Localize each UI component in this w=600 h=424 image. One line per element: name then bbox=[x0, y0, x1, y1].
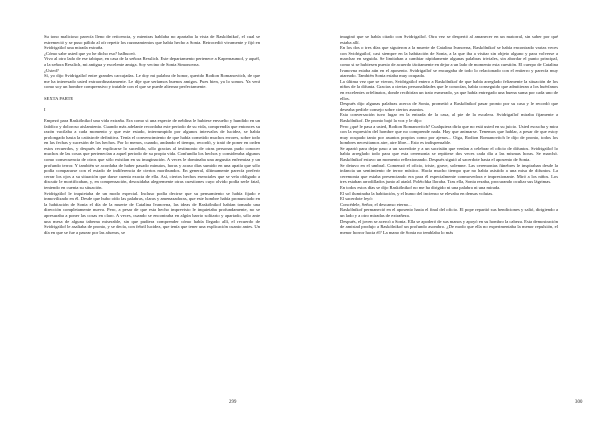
chapter-number: I bbox=[44, 106, 46, 112]
paragraph: Su tono malicioso parecía lleno de reticencia, y mientras hablaba no apartaba la vista de Raskólnikof, el cual se estremeció y se puso pálido al oír repetir los razonamientos que había hecho a Sonia. Retrocedió vivamente y fijó en Svidrigaïlof una mirada extraña. bbox=[44, 34, 260, 51]
paragraph: El sacerdote leyó: bbox=[340, 196, 373, 202]
paragraph: Raskólnikof permaneció en el aposento hasta el final del oficio. El pope repartió sus bendiciones y salió, dirigiendo a un lado y a otro miradas de extrañeza. bbox=[340, 207, 558, 218]
paragraph: Se apartó para dejar paso a un sacerdote y a un sacristán que venían a celebrar el oficio de difuntos. Svidrigaïlof lo había arreglado todo para que esta ceremonia se repitiese dos veces cada día a las mismas horas. Se marchó. Raskólnikof estuvo un momento reflexionando. Después siguió al sacerdote hasta el aposento de Sonia. bbox=[340, 145, 558, 163]
paragraph: ¿Cómo sabe usted que yo he dicho eso? balbuceó. bbox=[44, 50, 136, 56]
paragraph: Después, el joven se acercó a Sonia. Ella se apoderó de sus manos y apoyó en su hombro la cabeza. Esta demostración de amistad produjo a Raskólnikof un profundo asombro. ¿De modo que ella no experimentaba la menor repulsión, el menor horror hacia él? La mano de Sonia no temblaba lo más bbox=[340, 218, 558, 235]
page-number: 300 bbox=[575, 400, 583, 405]
paragraph: Vivo al otro lado de ese tabique, en casa de la señora Resslich. Este departamento pertenece a Kapernaumof, y aquél, a la señora Resslich, mi antigua y excelente amiga. Soy vecino de Sonia Simonovna. bbox=[44, 56, 260, 67]
left-text-column bbox=[44, 34, 260, 235]
paragraph: Pero ¿qué le pasa a usted, Rodion Romanovitch? Cualquiera diría que no está usted en su juicio. Usted escucha y mira con la expresión del hombre que no comprende nada. Hay que animarse. Tenemos que hablar, a pesar de que estoy muy ocupado tanto por asuntos propios como por ajenos... Oiga, Rodion Romanovitch le dijo de pronto, todos los hombres necesitamos aire, aire libre... Esto es indispensable. bbox=[340, 123, 558, 146]
paragraph: Sí, yo dijo Svidrigaïlof entre grandes carcajadas. Le doy mi palabra de honor, querido Rodion Romanovitch, de que me ha interesado usted extraordinariamente. Le dije que seríamos buenos amigos. Pues bien, ya lo somos. Ya verá como soy un hombre comprensivo y tratable con el que se puede alternar perfectamente. bbox=[44, 73, 260, 90]
paragraph: Concédele, Señor, el descanso eterno... bbox=[340, 201, 412, 207]
paragraph: El sol iluminaba la habitación, y el humo del incienso se elevaba en densas volutas. bbox=[340, 190, 494, 196]
paragraph: Empezó para Raskólnikof una vida extraña. Era como si una especie de neblina le hubiese envuelto y hundido en un fatídico y doloroso aislamiento. Cuando más adelante recordaba este periodo de su vida, comprendía que entonces su razón vacilaba a cada momento y que este estado, interrumpido por algunos intervalos de lucidez, se había prolongado hasta la catástrofe definitiva. Tenía el convencimiento de que había cometido muchos errores, sobre todo en las fechas y sucesión de los hechos. Por lo menos, cuando, andando el tiempo, recordó, y trató de poner en orden estos recuerdos, y después de explicarse lo sucedido, sólo gracias al testimonio de otras personas pudo conocer muchos de las cosas que pertenecían a aquel periodo de su propia vida. Confundía los hechos y consideraba algunos como consecuencia de otros que sólo existían en su imaginación. A veces le dominaba una angustia enfermiza y un profundo terror. Y también se acordaba de haber pasado minutos, horas y acaso días sumido en una apatía que sólo podía compararse con el estado de indiferencia de ciertos moribundos. En general, últimamente parecía preferir cerrar los ojos a su situación que darse cuenta exacta de ella. Así, ciertos hechos esenciales que se veía obligado a discutir le mortificaban, y, en compensación, descuidaba alegremente otras cuestiones cuyo olvido podía serle fatal, teniendo en cuenta su situación. bbox=[44, 117, 260, 191]
paragraph: ¿Usted? bbox=[44, 67, 59, 73]
section-title: SEXTA PARTE bbox=[44, 95, 74, 101]
paragraph: Svidrigaïlof le inquietaba de un modo especial. Incluso podía decirse que su pensamiento se había fijado e inmovilizado en él. Desde que hubo oído las palabras, claras y amenazadoras, que este hombre había pronunciado en la habitación de Sonia el día de la muerte de Catalina Ivanovna, las ideas de Raskólnikof habían tomado una dirección completamente nueva. Pero, a pesar de que esta hecho imprevisto le inquietaba profundamente, no se apresuraba a poner las cosas en claro. A veces, cuando se encontraba en algún barrio solitario y apartado, sólo ante una mesa de alguna taberna miserable, sin que pudiera comprender cómo había llegado allí, el recuerdo de Svidrigaïlof le asaltaba de pronto, y se decía, con febril lucidez, que tenía que tener una explicación cuanto antes. Un día en que se fue a pasear por las afueras, se bbox=[44, 190, 260, 235]
page-number: 299 bbox=[229, 400, 237, 405]
right-text-column bbox=[340, 34, 558, 235]
paragraph: La última vez que se vieron, Svidrigaïlof entero a Raskólnikof de que había arreglado felizmente la situación de los niños de la difunta. Gracias a ciertas personalidades que le conocían, había conseguido que admitieran a los huérfanos en excelentes orfelinatos, donde recibirían un trato esmerado, ya que había entregado una buena suma por cada uno de ellos. bbox=[340, 78, 558, 101]
paragraph: En los dos o tres días que siguieron a la muerte de Catalina Ivanovna, Raskólnikof se había encontrado varias veces con Svidrigaïlof, casi siempre en la habitación de Sonia, a la que iba a visitar sin objeto alguno y para volverse a marchar en seguida. Se limitaban a cambiar rápidamente algunas palabras triviales, sin abordar el punto principal, como si se hubiesen puesto de acuerdo tácitamente en dejar a un lado de momento esta cuestión. El cuerpo de Catalina Ivanovna estaba aún en el aposento. Svidrigaïlof se encargaba de todo lo relacionado con el entierro y parecía muy atareado. También Sonia estaba muy ocupada. bbox=[340, 45, 558, 79]
paragraph: En todos estos días se dijo Raskólnikof no me ha dirigido ni una palabra ni una mirada. bbox=[340, 185, 501, 191]
paragraph: imaginó que se había citado con Svidrigaïlof. Otra vez se despertó al amanecer en un matorral, sin saber por qué estaba allí. bbox=[340, 34, 558, 45]
right-page bbox=[300, 0, 600, 424]
paragraph: Esta conversación tuvo lugar en la entrada de la casa, al pie de la escalera. Svidrigaïlof miraba fijamente a Raskólnikof. De pronto bajó la voz y le dijo: bbox=[340, 112, 558, 123]
paragraph: Se detuvo en el umbral. Comenzó el oficio, triste, grave, solemne. Las ceremonias fúnebres le inspiraban desde la infancia un sentimiento de terror místico. Hacía mucho tiempo que no había asistido a una misa de difuntos. La ceremonia que estaba presenciando era para él especialmente conmovedora e impresionante. Miró a los niños. Los tres estaban arrodillados junto al ataúd. Polétchka lloraba. Tras ella, Sonia rezaba, procurando ocultar sus lágrimas. bbox=[340, 162, 558, 185]
paragraph: Después dijo algunas palabras acerca de Sonia, prometió a Raskólnikof pasar pronto por su casa y le recordó que deseaba pedirle consejo sobre ciertos asuntos. bbox=[340, 101, 558, 112]
